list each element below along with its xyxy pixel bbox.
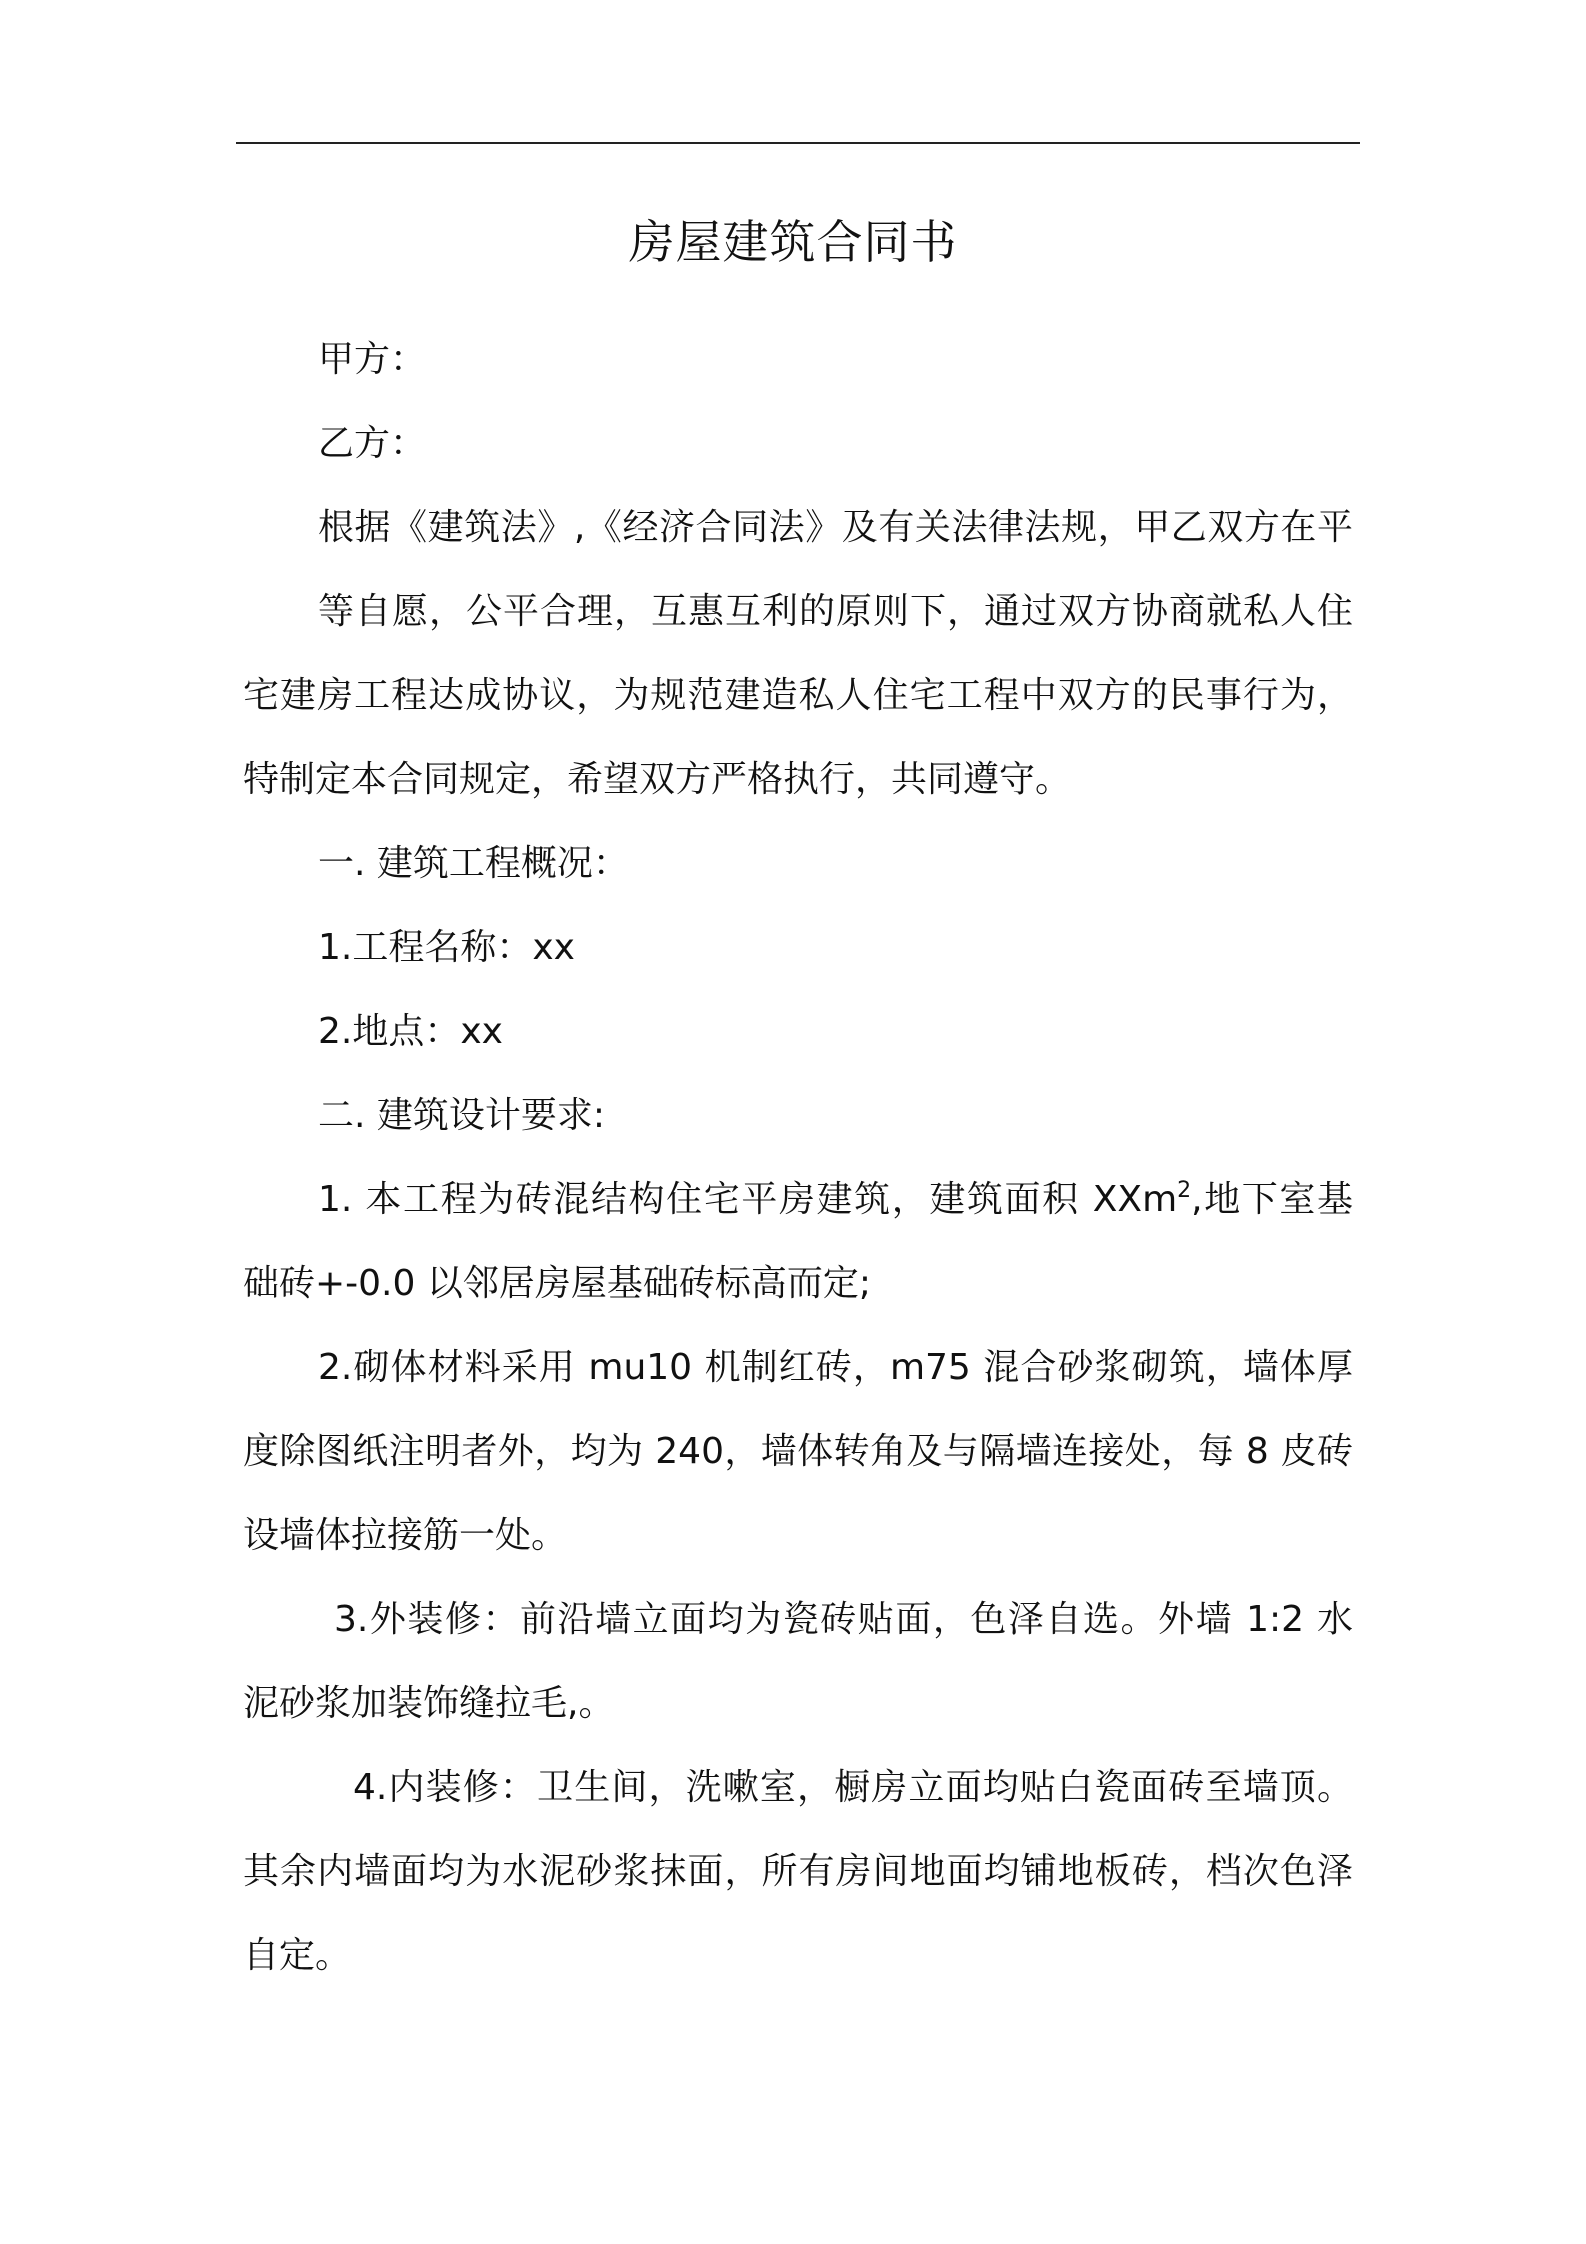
requirement-4-line: 其余内墙面均为水泥砂浆抹面，所有房间地面均铺地板砖，档次色泽 bbox=[243, 1851, 1353, 1892]
page-title: 房屋建筑合同书 bbox=[628, 215, 958, 269]
requirement-2-line: 设墙体拉接筋一处。 bbox=[243, 1515, 568, 1556]
header-rule bbox=[236, 142, 1360, 144]
section2-heading: 二. 建筑设计要求: bbox=[318, 1095, 606, 1136]
section1-heading: 一. 建筑工程概况： bbox=[318, 843, 629, 884]
requirement-4-line: 4.内装修：卫生间，洗嗽室，橱房立面均贴白瓷面砖至墙顶。 bbox=[353, 1767, 1353, 1808]
intro-line: 宅建房工程达成协议，为规范建造私人住宅工程中双方的民事行为， bbox=[243, 675, 1353, 716]
requirement-1-text: 1. 本工程为砖混结构住宅平房建筑，建筑面积 XXm bbox=[318, 1179, 1178, 1220]
party-a-label: 甲方： bbox=[318, 339, 427, 380]
requirement-1-text-end: ,地下室基 bbox=[1191, 1179, 1353, 1220]
requirement-3-line: 3.外装修：前沿墙立面均为瓷砖贴面，色泽自选。外墙 1:2 水 bbox=[334, 1599, 1353, 1640]
requirement-1-line bbox=[318, 1158, 1353, 1242]
requirement-3-line: 泥砂浆加装饰缝拉毛,。 bbox=[243, 1683, 615, 1724]
intro-line: 等自愿，公平合理，互惠互利的原则下，通过双方协商就私人住 bbox=[318, 591, 1353, 632]
section1-item: 2.地点：xx bbox=[318, 1011, 503, 1052]
requirement-2-line: 2.砌体材料采用 mu10 机制红砖，m75 混合砂浆砌筑，墙体厚 bbox=[318, 1347, 1353, 1388]
superscript-2: 2 bbox=[1177, 1178, 1192, 1203]
intro-line: 根据《建筑法》,《经济合同法》及有关法律法规，甲乙双方在平 bbox=[318, 507, 1353, 548]
party-b-label: 乙方： bbox=[318, 423, 427, 464]
requirement-4-line: 自定。 bbox=[243, 1935, 352, 1976]
requirement-1-line: 础砖+-0.0 以邻居房屋基础砖标高而定; bbox=[243, 1263, 871, 1304]
requirement-2-line: 度除图纸注明者外，均为 240，墙体转角及与隔墙连接处，每 8 皮砖 bbox=[243, 1431, 1353, 1472]
intro-line: 特制定本合同规定，希望双方严格执行，共同遵守。 bbox=[243, 759, 1072, 800]
section1-item: 1.工程名称：xx bbox=[318, 927, 575, 968]
